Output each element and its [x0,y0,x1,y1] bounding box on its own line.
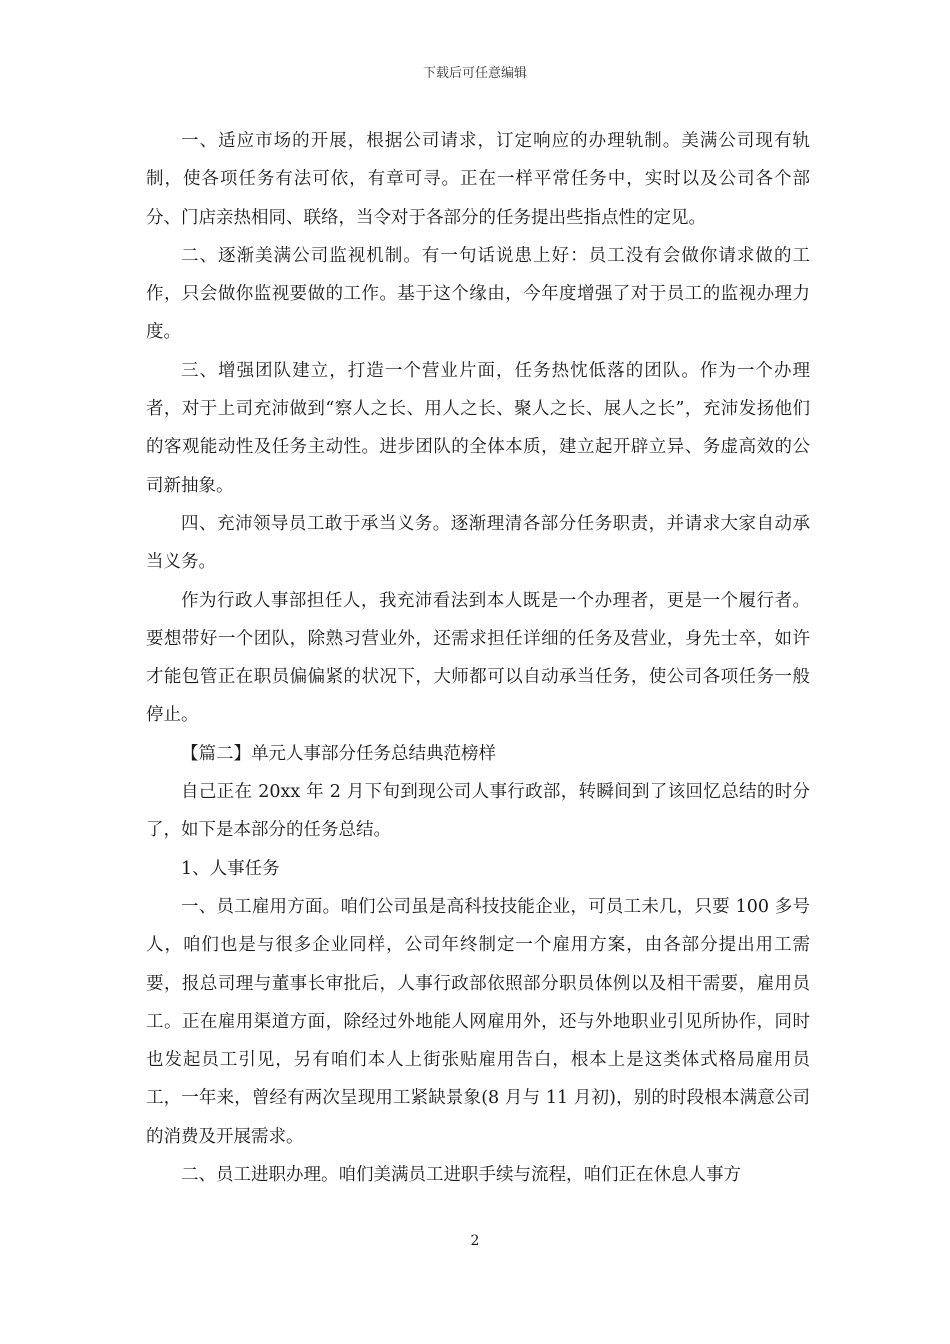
paragraph-7: 一、员工雇用方面。咱们公司虽是高科技技能企业，可员工未几，只要 100 多号人，咱们也是与很多企业同样，公司年终制定一个雇用方案，由各部分提出用工需要，报总司理与董事长审批后，人事行政部依照部分职员体例以及相干需要，雇用员工。正在雇用渠道方面，除经过外地能人网雇用外，还与外地职业引见所协作，同时也发起员工引见，另有咱们本人上街张贴雇用告白，根本上是这类体式格局雇用员工，一年来，曾经有两次呈现用工紧缺景象(8 月与 11 月初)，别的时段根本满意公司的消费及开展需求。 [146,896,810,1147]
page-header: 下载后可任意编辑 [422,66,527,81]
paragraph-1: 一、适应市场的开展，根据公司请求，订定响应的办理轨制。美满公司现有轨制，使各项任务有法可依，有章可寻。正在一样平常任务中，实时以及公司各个部分、门店亲热相同、联络，当令对于各部分的任务提出些指点性的定见。 [146,131,810,228]
paragraph-5: 作为行政人事部担任人，我充沛看法到本人既是一个办理者，更是一个履行者。要想带好一个团队，除熟习营业外，还需求担任详细的任务及营业，身先士卒，如许才能包管正在职员偏偏紧的状况下，大师都可以自动承当任务，使公司各项任务一般停止。 [146,590,810,726]
paragraph-2: 二、逐渐美满公司监视机制。有一句话说患上好：员工没有会做你请求做的工作，只会做你监视要做的工作。基于这个缘由，今年度增强了对于员工的监视办理力度。 [146,245,810,343]
subsection-heading: 1、人事任务 [181,858,280,879]
document-body [146,122,810,1194]
paragraph-6: 自己正在 20xx 年 2 月下旬到现公司人事行政部，转瞬间到了该回忆总结的时分了，如下是本部分的任务总结。 [146,782,810,841]
paragraph-8: 二、员工进职办理。咱们美满员工进职手续与流程，咱们正在休息人事方 [181,1165,741,1186]
paragraph-4: 四、充沛领导员工敢于承当义务。逐渐理清各部分任务职责，并请求大家自动承当义务。 [146,513,810,573]
paragraph-3: 三、增强团队建立，打造一个营业片面，任务热忱低落的团队。作为一个办理者，对于上司充沛做到“察人之长、用人之长、聚人之长、展人之长”，充沛发扬他们的客观能动性及任务主动性。进步团队的全体本质，建立起开辟立异、务虚高效的公司新抽象。 [146,360,810,496]
page-number: 2 [470,1233,480,1249]
section-heading: 【篇二】单元人事部分任务总结典范榜样 [181,743,496,764]
